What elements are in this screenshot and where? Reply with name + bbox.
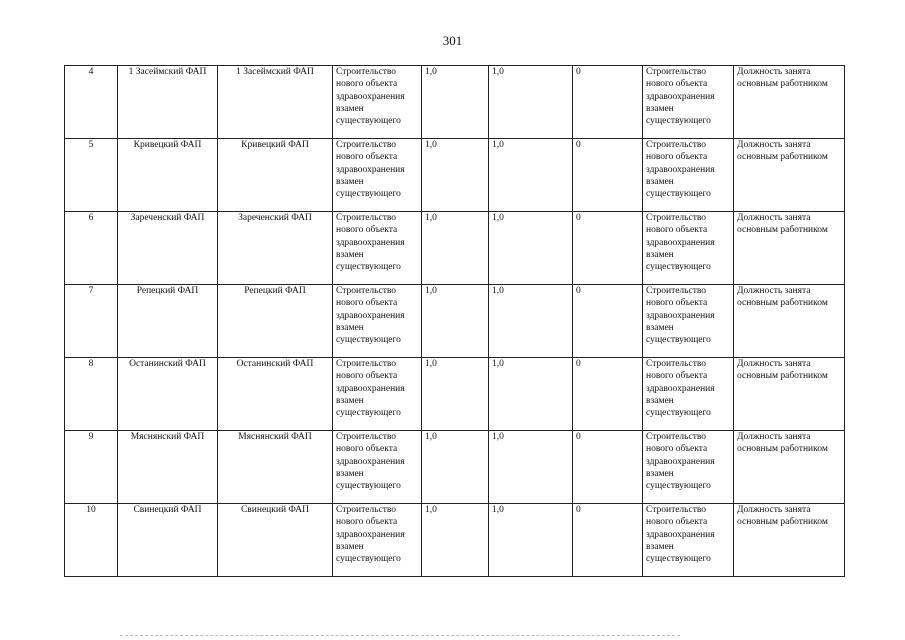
staff-value-cell: 1,0	[489, 139, 573, 212]
staff-value-cell: 1,0	[422, 504, 489, 577]
facility-name-cell: 1 Засеймский ФАП	[118, 66, 218, 139]
note-cell: Должность занята основным работником	[734, 66, 845, 139]
row-number-cell: 9	[65, 431, 118, 504]
page-number: 301	[442, 33, 463, 48]
row-number-cell: 10	[65, 504, 118, 577]
table-row	[65, 358, 845, 431]
action-description-cell: Строительство нового объекта здравоохранения взамен существующего	[643, 212, 734, 285]
table-row	[65, 431, 845, 504]
facility-name-cell: Репецкий ФАП	[218, 285, 333, 358]
table-row	[65, 285, 845, 358]
vacancy-value-cell: 0	[573, 285, 643, 358]
note-cell: Должность занята основным работником	[734, 504, 845, 577]
action-description-cell: Строительство нового объекта здравоохранения взамен существующего	[333, 504, 422, 577]
note-cell: Должность занята основным работником	[734, 212, 845, 285]
facility-name-cell: Кривецкий ФАП	[118, 139, 218, 212]
action-description-cell: Строительство нового объекта здравоохранения взамен существующего	[643, 431, 734, 504]
facility-name-cell: Свинецкий ФАП	[218, 504, 333, 577]
staff-value-cell: 1,0	[489, 504, 573, 577]
staff-value-cell: 1,0	[422, 212, 489, 285]
facility-name-cell: Свинецкий ФАП	[118, 504, 218, 577]
vacancy-value-cell: 0	[573, 212, 643, 285]
note-cell: Должность занята основным работником	[734, 431, 845, 504]
table-row	[65, 504, 845, 577]
vacancy-value-cell: 0	[573, 358, 643, 431]
staff-value-cell: 1,0	[422, 139, 489, 212]
table-row	[65, 139, 845, 212]
action-description-cell: Строительство нового объекта здравоохранения взамен существующего	[643, 504, 734, 577]
table-row	[65, 66, 845, 139]
action-description-cell: Строительство нового объекта здравоохранения взамен существующего	[643, 285, 734, 358]
facility-name-cell: Зареченский ФАП	[218, 212, 333, 285]
row-number-cell: 7	[65, 285, 118, 358]
staff-value-cell: 1,0	[489, 212, 573, 285]
facilities-table	[64, 65, 845, 577]
staff-value-cell: 1,0	[422, 358, 489, 431]
note-cell: Должность занята основным работником	[734, 358, 845, 431]
action-description-cell: Строительство нового объекта здравоохранения взамен существующего	[643, 358, 734, 431]
vacancy-value-cell: 0	[573, 431, 643, 504]
staff-value-cell: 1,0	[422, 285, 489, 358]
staff-value-cell: 1,0	[489, 66, 573, 139]
staff-value-cell: 1,0	[422, 66, 489, 139]
action-description-cell: Строительство нового объекта здравоохранения взамен существующего	[333, 431, 422, 504]
action-description-cell: Строительство нового объекта здравоохранения взамен существующего	[333, 66, 422, 139]
facility-name-cell: Репецкий ФАП	[118, 285, 218, 358]
row-number-cell: 6	[65, 212, 118, 285]
facility-name-cell: Останинский ФАП	[218, 358, 333, 431]
note-cell: Должность занята основным работником	[734, 139, 845, 212]
staff-value-cell: 1,0	[422, 431, 489, 504]
staff-value-cell: 1,0	[489, 358, 573, 431]
facility-name-cell: 1 Засеймский ФАП	[218, 66, 333, 139]
action-description-cell: Строительство нового объекта здравоохранения взамен существующего	[643, 66, 734, 139]
row-number-cell: 8	[65, 358, 118, 431]
facility-name-cell: Мяснянский ФАП	[218, 431, 333, 504]
note-cell: Должность занята основным работником	[734, 285, 845, 358]
facility-name-cell: Кривецкий ФАП	[218, 139, 333, 212]
vacancy-value-cell: 0	[573, 139, 643, 212]
staff-value-cell: 1,0	[489, 285, 573, 358]
action-description-cell: Строительство нового объекта здравоохранения взамен существующего	[333, 139, 422, 212]
table-row	[65, 212, 845, 285]
action-description-cell: Строительство нового объекта здравоохранения взамен существующего	[643, 139, 734, 212]
vacancy-value-cell: 0	[573, 504, 643, 577]
action-description-cell: Строительство нового объекта здравоохранения взамен существующего	[333, 212, 422, 285]
staff-value-cell: 1,0	[489, 431, 573, 504]
facility-name-cell: Останинский ФАП	[118, 358, 218, 431]
vacancy-value-cell: 0	[573, 66, 643, 139]
facility-name-cell: Зареченский ФАП	[118, 212, 218, 285]
row-number-cell: 5	[65, 139, 118, 212]
row-number-cell: 4	[65, 66, 118, 139]
action-description-cell: Строительство нового объекта здравоохранения взамен существующего	[333, 358, 422, 431]
facility-name-cell: Мяснянский ФАП	[118, 431, 218, 504]
action-description-cell: Строительство нового объекта здравоохранения взамен существующего	[333, 285, 422, 358]
scan-edge-marks	[120, 635, 680, 638]
